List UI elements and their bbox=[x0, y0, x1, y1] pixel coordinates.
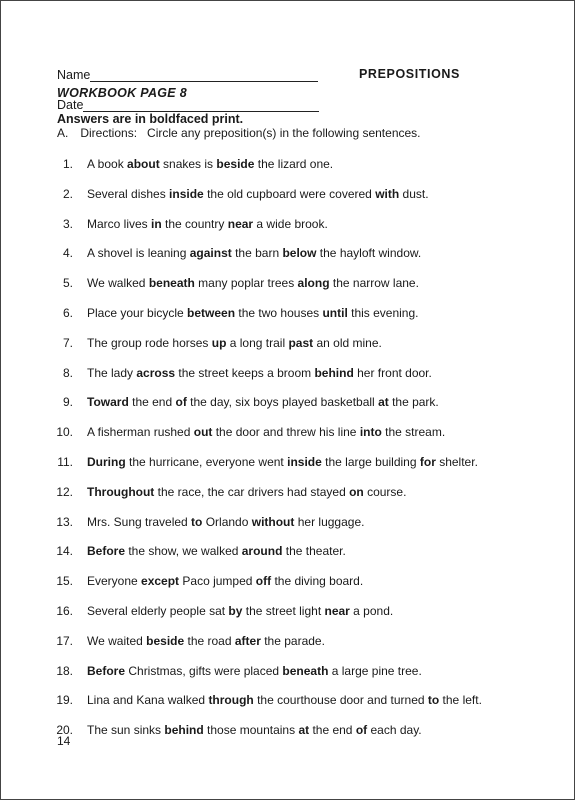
preposition-answer: Before bbox=[87, 544, 126, 559]
sentence-fragment: the barn bbox=[231, 246, 283, 261]
sentence-fragment: her front door. bbox=[353, 365, 432, 380]
preposition-answer: along bbox=[297, 276, 330, 291]
preposition-answer: at bbox=[298, 723, 310, 738]
sentence-fragment: the hurricane, everyone went bbox=[125, 455, 288, 469]
sentence-fragment: the country bbox=[161, 216, 228, 231]
item-number: 13. bbox=[56, 514, 73, 529]
sentence-fragment: course. bbox=[363, 484, 407, 499]
preposition-answer: Throughout bbox=[87, 484, 155, 499]
preposition-answer: to bbox=[191, 514, 203, 529]
preposition-answer: beneath bbox=[282, 663, 329, 678]
date-label: Date bbox=[57, 98, 84, 112]
preposition-answer: beside bbox=[146, 633, 185, 648]
sentence-fragment: Place your bicycle bbox=[87, 306, 188, 320]
sentence-fragment: A shovel is leaning bbox=[87, 246, 190, 261]
sentence-fragment: the door and threw his line bbox=[212, 425, 360, 440]
sentence-text bbox=[87, 722, 422, 738]
sentence-text bbox=[87, 305, 419, 321]
item-number: 8. bbox=[62, 365, 73, 380]
preposition-answer: of bbox=[175, 395, 187, 410]
preposition-answer: of bbox=[355, 723, 368, 738]
sentence-text bbox=[87, 335, 382, 351]
sentence-fragment: the race, the car drivers had stayed bbox=[154, 484, 350, 499]
item-number: 12. bbox=[56, 484, 73, 499]
sentence-fragment: a large pine tree. bbox=[328, 663, 422, 678]
sentence-text bbox=[87, 543, 346, 559]
sentence-item bbox=[1, 692, 575, 708]
sentence-fragment: snakes is bbox=[159, 157, 217, 171]
sentence-text bbox=[87, 245, 421, 261]
answers-note: Answers are in boldfaced print. bbox=[57, 112, 244, 126]
sentence-fragment: Several elderly people sat bbox=[87, 604, 229, 618]
preposition-answer: for bbox=[419, 455, 436, 469]
sentence-fragment: A fisherman rushed bbox=[87, 425, 194, 440]
sentence-fragment: We walked bbox=[87, 276, 149, 291]
item-number: 19. bbox=[56, 693, 73, 708]
sentence-item bbox=[1, 156, 575, 172]
sentence-text bbox=[87, 216, 328, 232]
preposition-answer: up bbox=[211, 335, 227, 350]
sentence-fragment: We waited bbox=[87, 633, 147, 648]
sentence-item bbox=[1, 633, 575, 649]
item-number: 2. bbox=[62, 186, 73, 201]
item-number: 3. bbox=[62, 216, 73, 231]
preposition-answer: beside bbox=[216, 157, 255, 171]
sentence-text bbox=[87, 484, 406, 500]
page-number: 14 bbox=[57, 734, 71, 748]
sentence-fragment: the hayloft window. bbox=[316, 246, 422, 261]
sentence-fragment: her luggage. bbox=[294, 514, 365, 529]
preposition-answer: through bbox=[208, 693, 254, 708]
sentence-fragment: the street light bbox=[242, 604, 325, 618]
sentence-fragment: the old cupboard were covered bbox=[203, 186, 376, 201]
preposition-answer: until bbox=[322, 306, 348, 320]
item-number: 10. bbox=[56, 425, 73, 440]
item-number: 5. bbox=[62, 276, 73, 291]
sentence-item bbox=[1, 186, 575, 202]
sentence-fragment: The group rode horses bbox=[87, 335, 212, 350]
sentence-fragment: those mountains bbox=[203, 723, 299, 738]
sentence-fragment: this evening. bbox=[347, 306, 419, 320]
directions-label: Directions: bbox=[80, 126, 138, 140]
item-number: 14. bbox=[56, 544, 73, 559]
sentence-text bbox=[87, 156, 333, 172]
sentence-item bbox=[1, 216, 575, 232]
name-field bbox=[57, 68, 318, 82]
preposition-answer: beneath bbox=[148, 276, 195, 291]
sentence-fragment: the show, we walked bbox=[125, 544, 242, 559]
preposition-answer: by bbox=[228, 604, 243, 618]
sentence-fragment: a wide brook. bbox=[253, 216, 328, 231]
sentence-fragment: Mrs. Sung traveled bbox=[87, 514, 192, 529]
sentence-item bbox=[1, 543, 575, 559]
sentence-fragment: the large building bbox=[321, 455, 420, 469]
workbook-page-label: WORKBOOK PAGE 8 bbox=[57, 86, 187, 100]
sentence-fragment: the diving board. bbox=[271, 574, 364, 589]
preposition-answer: on bbox=[349, 484, 364, 499]
preposition-answer: Before bbox=[87, 663, 126, 678]
sentence-item bbox=[1, 722, 575, 738]
sentence-text bbox=[87, 692, 482, 708]
sentence-item bbox=[1, 454, 575, 470]
preposition-answer: past bbox=[288, 335, 314, 350]
sentence-fragment: the theater. bbox=[282, 544, 346, 559]
preposition-answer: below bbox=[282, 246, 317, 261]
sentence-fragment: the street keeps a broom bbox=[175, 365, 315, 380]
preposition-answer: out bbox=[193, 425, 213, 440]
sentence-item bbox=[1, 275, 575, 291]
sentence-item bbox=[1, 335, 575, 351]
sentence-item bbox=[1, 663, 575, 679]
item-number: 6. bbox=[62, 306, 73, 320]
sentence-text bbox=[87, 365, 432, 381]
sentence-text bbox=[87, 394, 439, 410]
item-number: 9. bbox=[62, 395, 73, 410]
item-number: 16. bbox=[56, 604, 73, 618]
preposition-answer: against bbox=[189, 246, 232, 261]
name-label: Name bbox=[57, 68, 91, 82]
preposition-answer: near bbox=[227, 216, 254, 231]
date-blank-line bbox=[83, 99, 319, 112]
preposition-answer: in bbox=[151, 216, 162, 231]
sentence-fragment: Lina and Kana walked bbox=[87, 693, 209, 708]
preposition-answer: except bbox=[141, 574, 180, 589]
sentence-fragment: A book bbox=[87, 157, 128, 171]
sentence-fragment: the lizard one. bbox=[254, 157, 334, 171]
sentence-item bbox=[1, 603, 575, 619]
preposition-answer: around bbox=[241, 544, 283, 559]
preposition-answer: into bbox=[359, 425, 382, 440]
sentence-fragment: the park. bbox=[388, 395, 439, 410]
sentence-text bbox=[87, 424, 445, 440]
sentence-fragment: the narrow lane. bbox=[329, 276, 419, 291]
sentence-text bbox=[87, 514, 364, 530]
preposition-answer: inside bbox=[287, 455, 322, 469]
page-title: PREPOSITIONS bbox=[359, 67, 460, 81]
sentence-fragment: each day. bbox=[367, 723, 422, 738]
item-number: 18. bbox=[56, 663, 73, 678]
sentence-fragment: the stream. bbox=[381, 425, 446, 440]
preposition-answer: behind bbox=[164, 723, 204, 738]
preposition-answer: inside bbox=[169, 186, 204, 201]
sentence-fragment: the courthouse door and turned bbox=[253, 693, 428, 708]
item-number: 4. bbox=[62, 246, 73, 261]
preposition-answer: During bbox=[87, 455, 126, 469]
sentence-text bbox=[87, 573, 363, 589]
sentence-fragment: Everyone bbox=[87, 574, 142, 589]
preposition-answer: about bbox=[127, 157, 160, 171]
sentence-fragment: the two houses bbox=[235, 306, 323, 320]
preposition-answer: off bbox=[255, 574, 272, 589]
sentence-fragment: an old mine. bbox=[313, 335, 382, 350]
sentence-fragment: the road bbox=[184, 633, 235, 648]
sentence-fragment: the left. bbox=[439, 693, 482, 708]
sentence-item bbox=[1, 573, 575, 589]
sentence-fragment: The sun sinks bbox=[87, 723, 165, 738]
sentence-fragment: the day, six boys played basketball bbox=[186, 395, 379, 410]
sentence-fragment: the parade. bbox=[260, 633, 325, 648]
section-label: A. bbox=[57, 126, 69, 140]
preposition-answer: across bbox=[136, 365, 176, 380]
sentence-text bbox=[87, 454, 478, 470]
sentence-item bbox=[1, 245, 575, 261]
sentence-item bbox=[1, 514, 575, 530]
preposition-answer: with bbox=[375, 186, 400, 201]
preposition-answer: after bbox=[234, 633, 261, 648]
directions bbox=[57, 126, 421, 140]
sentence-fragment: Several dishes bbox=[87, 186, 170, 201]
preposition-answer: between bbox=[187, 306, 236, 320]
sentence-fragment: Marco lives bbox=[87, 216, 152, 231]
preposition-answer: behind bbox=[314, 365, 354, 380]
sentence-item bbox=[1, 424, 575, 440]
name-blank-line bbox=[90, 69, 318, 82]
sentence-text bbox=[87, 633, 325, 649]
preposition-answer: at bbox=[378, 395, 389, 410]
sentence-fragment: shelter. bbox=[435, 455, 478, 469]
item-number: 17. bbox=[56, 633, 73, 648]
sentence-fragment: the end bbox=[128, 395, 176, 410]
sentence-item bbox=[1, 305, 575, 321]
item-number: 20. bbox=[56, 723, 73, 738]
sentence-fragment: many poplar trees bbox=[194, 276, 298, 291]
sentence-fragment: a long trail bbox=[226, 335, 289, 350]
item-number: 15. bbox=[56, 574, 73, 589]
preposition-answer: near bbox=[324, 604, 350, 618]
sentence-text bbox=[87, 663, 422, 679]
sentence-item bbox=[1, 484, 575, 500]
preposition-answer: to bbox=[427, 693, 440, 708]
sentence-text bbox=[87, 275, 419, 291]
sentence-fragment: dust. bbox=[399, 186, 429, 201]
sentence-fragment: a pond. bbox=[349, 604, 394, 618]
sentence-item bbox=[1, 394, 575, 410]
date-field bbox=[57, 98, 319, 112]
sentence-item bbox=[1, 365, 575, 381]
sentence-fragment: the end bbox=[309, 723, 356, 738]
sentence-text bbox=[87, 186, 429, 202]
directions-text: Circle any preposition(s) in the following sentences. bbox=[147, 126, 421, 140]
sentence-fragment: Paco jumped bbox=[179, 574, 256, 589]
item-number: 7. bbox=[62, 335, 73, 350]
sentence-fragment: Orlando bbox=[202, 514, 252, 529]
preposition-answer: Toward bbox=[87, 395, 129, 410]
item-number: 11. bbox=[57, 455, 73, 469]
item-number: 1. bbox=[62, 157, 73, 171]
preposition-answer: without bbox=[251, 514, 295, 529]
sentence-fragment: The lady bbox=[87, 365, 137, 380]
sentence-fragment: Christmas, gifts were placed bbox=[125, 663, 283, 678]
sentence-text bbox=[87, 603, 393, 619]
